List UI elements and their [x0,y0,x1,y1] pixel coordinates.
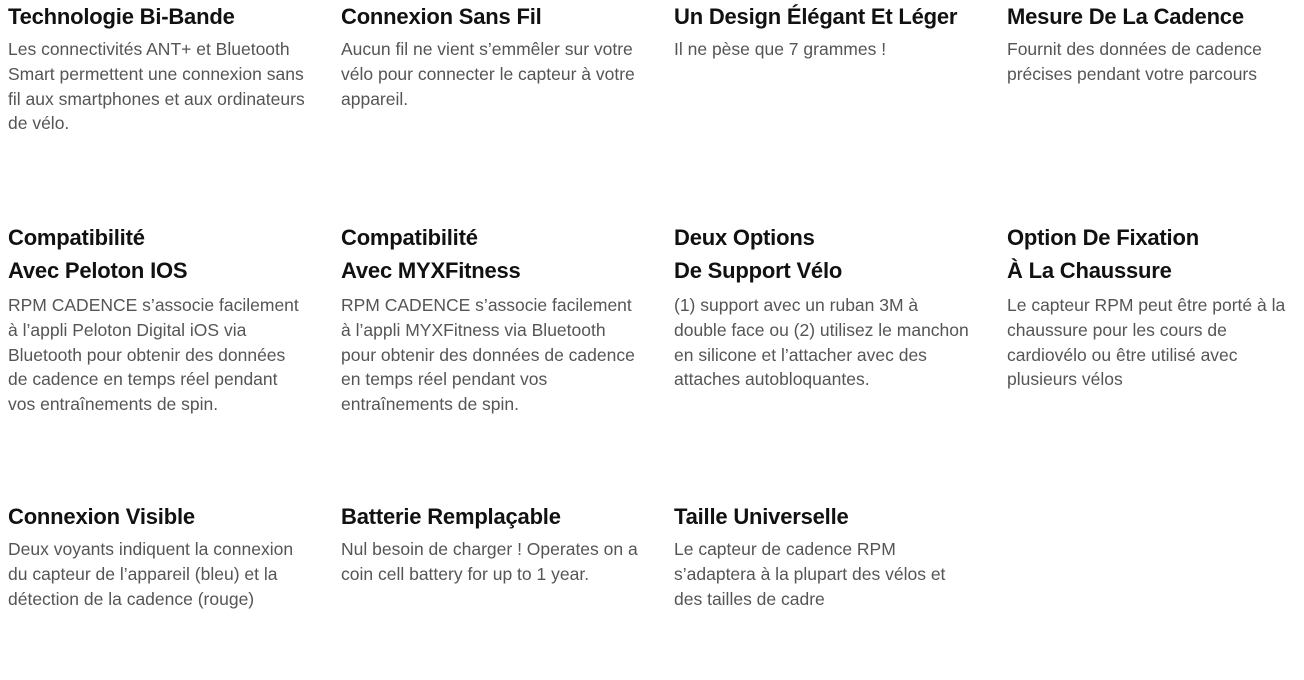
feature-title: Connexion Sans Fil [341,4,542,29]
feature-bike-mount-options [674,221,974,392]
feature-title: Compatibilité Avec MYXFitness [341,225,521,283]
feature-description: (1) support avec un ruban 3M à double face ou (2) utilisez le manchon en silicone et l’attacher avec des attaches autobloquantes. [674,295,969,390]
feature-peloton-compat [8,221,308,417]
feature-sleek-design [674,0,974,62]
feature-description: Le capteur de cadence RPM s’adaptera à la plupart des vélos et des tailles de cadre [674,539,946,609]
feature-title: Technologie Bi-Bande [8,4,235,29]
feature-title: Taille Universelle [674,504,849,529]
feature-replaceable-battery [341,500,641,587]
feature-shoe-mount [1007,221,1297,392]
feature-description: Nul besoin de charger ! Operates on a coin cell battery for up to 1 year. [341,539,638,584]
feature-description: Fournit des données de cadence précises pendant votre parcours [1007,39,1262,84]
feature-title: Compatibilité Avec Peloton IOS [8,225,188,283]
feature-title: Connexion Visible [8,504,195,529]
feature-description: Deux voyants indiquent la connexion du capteur de l’appareil (bleu) et la détection de la cadence (rouge) [8,539,294,609]
feature-description: Le capteur RPM peut être porté à la chaussure pour les cours de cardiovélo ou être utilisé avec plusieurs vélos [1007,295,1286,390]
feature-title: Deux Options De Support Vélo [674,225,843,283]
feature-title: Option De Fixation À La Chaussure [1007,225,1199,283]
feature-title: Mesure De La Cadence [1007,4,1244,29]
feature-title: Un Design Élégant Et Léger [674,4,958,29]
feature-title: Batterie Remplaçable [341,504,561,529]
feature-myxfitness-compat [341,221,641,417]
feature-wireless [341,0,641,111]
feature-cadence-measure [1007,0,1297,87]
feature-description: Il ne pèse que 7 grammes ! [674,39,887,59]
feature-dual-band [8,0,308,136]
feature-visible-connection [8,500,308,611]
feature-description: RPM CADENCE s’associe facilement à l’appli MYXFitness via Bluetooth pour obtenir des données de cadence en temps réel pendant vos entraînements de spin. [341,295,635,415]
feature-description: Les connectivités ANT+ et Bluetooth Smart permettent une connexion sans fil aux smartphones et aux ordinateurs de vélo. [8,39,305,134]
feature-description: Aucun fil ne vient s’emmêler sur votre vélo pour connecter le capteur à votre appareil. [341,39,635,109]
feature-description: RPM CADENCE s’associe facilement à l’appli Peloton Digital iOS via Bluetooth pour obtenir des données de cadence en temps réel pendant vos entraînements de spin. [8,295,299,415]
feature-universal-size [674,500,974,611]
